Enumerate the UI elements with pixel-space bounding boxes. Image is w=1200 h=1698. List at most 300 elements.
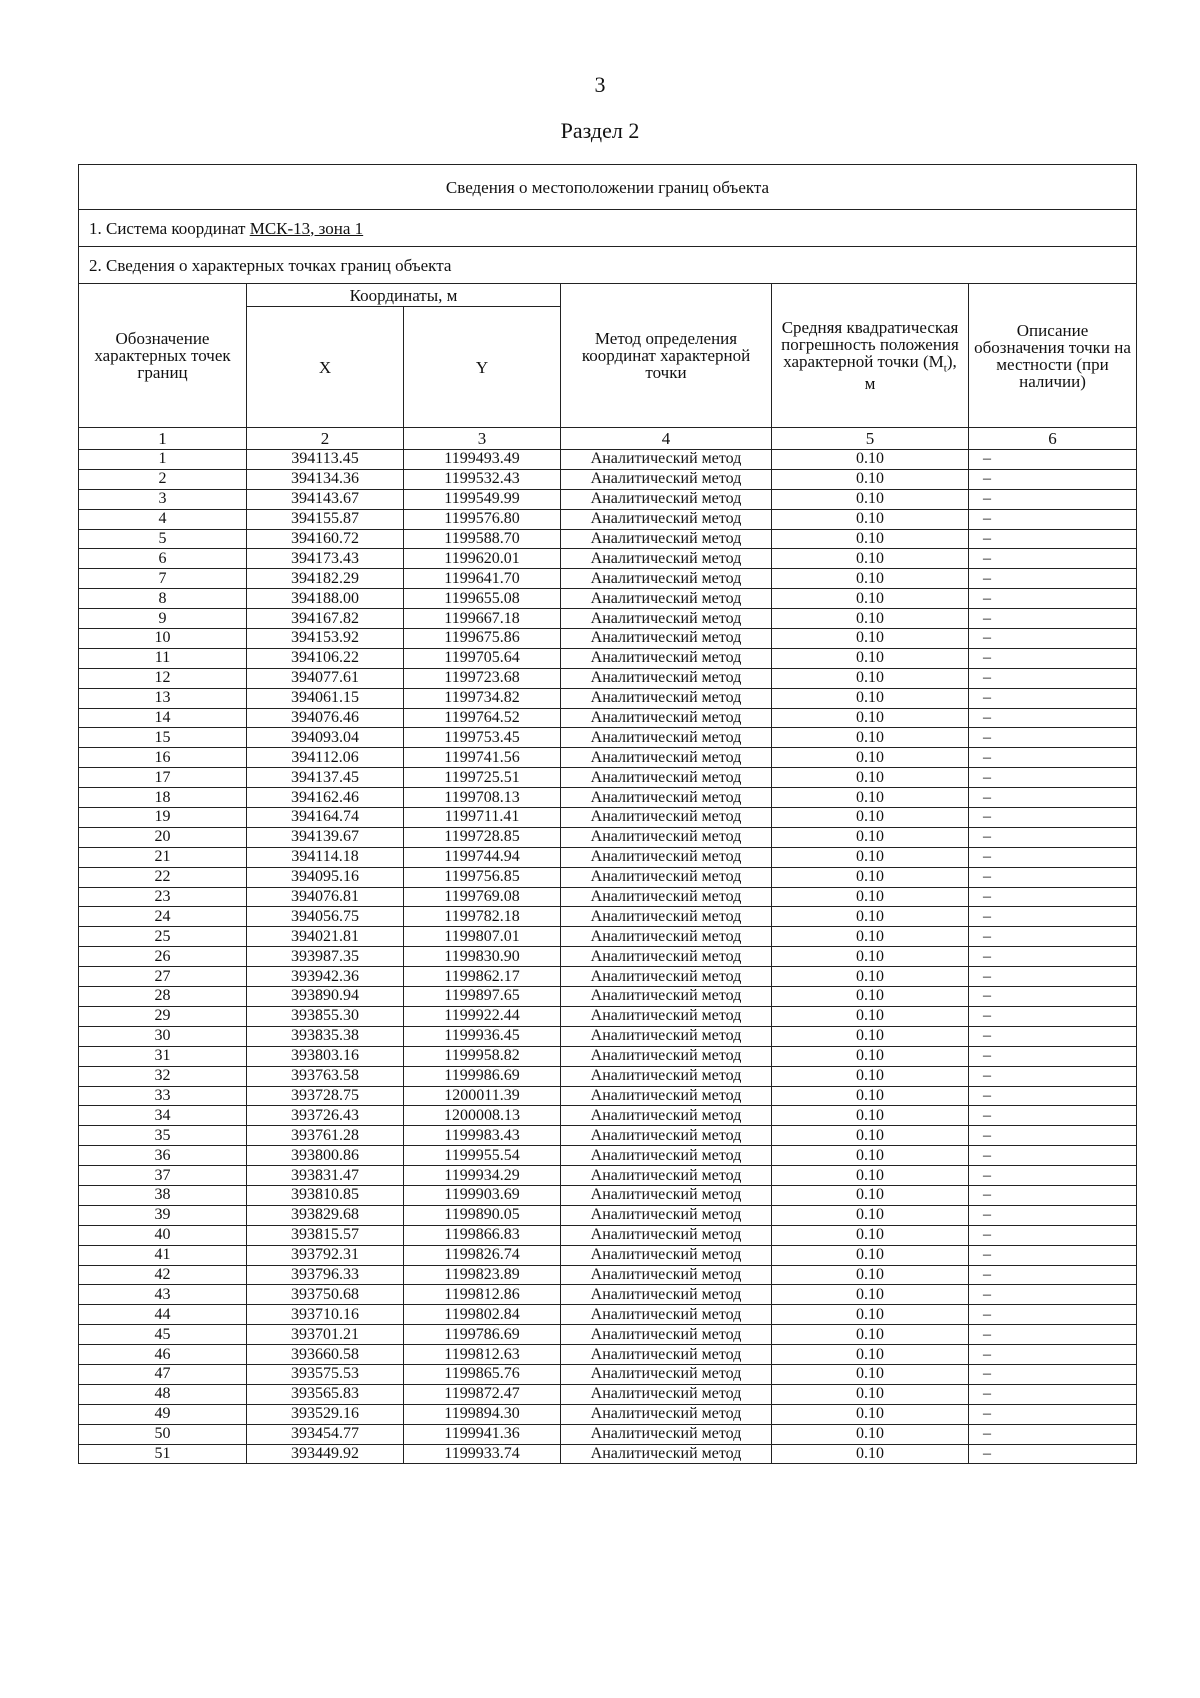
description-cell: – bbox=[969, 768, 1137, 788]
x-cell: 394134.36 bbox=[247, 469, 404, 489]
x-cell: 393855.30 bbox=[247, 1006, 404, 1026]
x-cell: 394077.61 bbox=[247, 668, 404, 688]
y-cell: 1199890.05 bbox=[404, 1205, 561, 1225]
error-cell: 0.10 bbox=[772, 1086, 969, 1106]
method-cell: Аналитический метод bbox=[561, 1126, 772, 1146]
y-cell: 1199655.08 bbox=[404, 589, 561, 609]
table-row bbox=[79, 1404, 1137, 1424]
point-id-cell: 6 bbox=[79, 549, 247, 569]
point-id-cell: 27 bbox=[79, 967, 247, 987]
y-cell: 1199903.69 bbox=[404, 1185, 561, 1205]
section-title: Раздел 2 bbox=[560, 118, 640, 143]
x-cell: 393763.58 bbox=[247, 1066, 404, 1086]
error-cell: 0.10 bbox=[772, 907, 969, 927]
table-row bbox=[79, 589, 1137, 609]
method-cell: Аналитический метод bbox=[561, 569, 772, 589]
description-cell: – bbox=[969, 1006, 1137, 1026]
y-cell: 1200011.39 bbox=[404, 1086, 561, 1106]
x-cell: 393803.16 bbox=[247, 1046, 404, 1066]
description-cell: – bbox=[969, 967, 1137, 987]
table-row bbox=[79, 788, 1137, 808]
table-row bbox=[79, 827, 1137, 847]
point-id-cell: 21 bbox=[79, 847, 247, 867]
y-cell: 1199753.45 bbox=[404, 728, 561, 748]
y-cell: 1200008.13 bbox=[404, 1106, 561, 1126]
error-cell: 0.10 bbox=[772, 927, 969, 947]
description-cell: – bbox=[969, 1404, 1137, 1424]
point-id-cell: 35 bbox=[79, 1126, 247, 1146]
x-cell: 393529.16 bbox=[247, 1404, 404, 1424]
error-cell: 0.10 bbox=[772, 529, 969, 549]
description-cell: – bbox=[969, 569, 1137, 589]
description-cell: – bbox=[969, 1384, 1137, 1404]
description-cell: – bbox=[969, 629, 1137, 649]
x-cell: 393728.75 bbox=[247, 1086, 404, 1106]
table-row bbox=[79, 489, 1137, 509]
error-cell: 0.10 bbox=[772, 1424, 969, 1444]
error-cell: 0.10 bbox=[772, 589, 969, 609]
error-cell: 0.10 bbox=[772, 489, 969, 509]
y-cell: 1199588.70 bbox=[404, 529, 561, 549]
x-cell: 394093.04 bbox=[247, 728, 404, 748]
description-cell: – bbox=[969, 450, 1137, 470]
x-cell: 394061.15 bbox=[247, 688, 404, 708]
method-cell: Аналитический метод bbox=[561, 529, 772, 549]
x-cell: 393792.31 bbox=[247, 1245, 404, 1265]
y-cell: 1199667.18 bbox=[404, 609, 561, 629]
column-number: 5 bbox=[772, 428, 969, 450]
x-cell: 393449.92 bbox=[247, 1444, 404, 1464]
y-cell: 1199986.69 bbox=[404, 1066, 561, 1086]
y-cell: 1199807.01 bbox=[404, 927, 561, 947]
table-row bbox=[79, 1384, 1137, 1404]
table-row bbox=[79, 1424, 1137, 1444]
method-cell: Аналитический метод bbox=[561, 489, 772, 509]
column-number: 3 bbox=[404, 428, 561, 450]
method-cell: Аналитический метод bbox=[561, 1006, 772, 1026]
method-cell: Аналитический метод bbox=[561, 847, 772, 867]
table-row bbox=[79, 1026, 1137, 1046]
point-id-cell: 36 bbox=[79, 1146, 247, 1166]
method-cell: Аналитический метод bbox=[561, 648, 772, 668]
x-cell: 393796.33 bbox=[247, 1265, 404, 1285]
table-row bbox=[79, 1086, 1137, 1106]
x-cell: 394182.29 bbox=[247, 569, 404, 589]
header-error bbox=[772, 284, 969, 428]
points-heading: 2. Сведения о характерных точках границ объекта bbox=[79, 247, 1137, 284]
point-id-cell: 10 bbox=[79, 629, 247, 649]
method-cell: Аналитический метод bbox=[561, 1166, 772, 1186]
table-row bbox=[79, 907, 1137, 927]
error-cell: 0.10 bbox=[772, 808, 969, 828]
description-cell: – bbox=[969, 668, 1137, 688]
table-row bbox=[79, 688, 1137, 708]
table-row bbox=[79, 867, 1137, 887]
coordinate-system-value: МСК-13, зона 1 bbox=[249, 218, 364, 238]
point-id-cell: 1 bbox=[79, 450, 247, 470]
table-row bbox=[79, 808, 1137, 828]
method-cell: Аналитический метод bbox=[561, 1325, 772, 1345]
x-cell: 393815.57 bbox=[247, 1225, 404, 1245]
x-cell: 393942.36 bbox=[247, 967, 404, 987]
point-id-cell: 39 bbox=[79, 1205, 247, 1225]
table-row bbox=[79, 569, 1137, 589]
error-cell: 0.10 bbox=[772, 668, 969, 688]
y-cell: 1199705.64 bbox=[404, 648, 561, 668]
error-cell: 0.10 bbox=[772, 768, 969, 788]
y-cell: 1199802.84 bbox=[404, 1305, 561, 1325]
table-row bbox=[79, 1106, 1137, 1126]
description-cell: – bbox=[969, 867, 1137, 887]
y-cell: 1199983.43 bbox=[404, 1126, 561, 1146]
x-cell: 393565.83 bbox=[247, 1384, 404, 1404]
coordinate-system-label: 1. Система координат bbox=[89, 218, 250, 238]
error-cell: 0.10 bbox=[772, 1364, 969, 1384]
point-id-cell: 38 bbox=[79, 1185, 247, 1205]
point-id-cell: 34 bbox=[79, 1106, 247, 1126]
x-cell: 393750.68 bbox=[247, 1285, 404, 1305]
table-row bbox=[79, 1146, 1137, 1166]
method-cell: Аналитический метод bbox=[561, 1285, 772, 1305]
y-cell: 1199922.44 bbox=[404, 1006, 561, 1026]
y-cell: 1199936.45 bbox=[404, 1026, 561, 1046]
error-cell: 0.10 bbox=[772, 1126, 969, 1146]
point-id-cell: 15 bbox=[79, 728, 247, 748]
method-cell: Аналитический метод bbox=[561, 1106, 772, 1126]
error-cell: 0.10 bbox=[772, 987, 969, 1007]
method-cell: Аналитический метод bbox=[561, 1245, 772, 1265]
error-cell: 0.10 bbox=[772, 549, 969, 569]
point-id-cell: 4 bbox=[79, 509, 247, 529]
y-cell: 1199933.74 bbox=[404, 1444, 561, 1464]
y-cell: 1199764.52 bbox=[404, 708, 561, 728]
description-cell: – bbox=[969, 1225, 1137, 1245]
method-cell: Аналитический метод bbox=[561, 450, 772, 470]
description-cell: – bbox=[969, 1046, 1137, 1066]
x-cell: 393829.68 bbox=[247, 1205, 404, 1225]
method-cell: Аналитический метод bbox=[561, 1444, 772, 1464]
boundary-points-table bbox=[78, 164, 1137, 1464]
x-cell: 394164.74 bbox=[247, 808, 404, 828]
x-cell: 394106.22 bbox=[247, 648, 404, 668]
y-cell: 1199941.36 bbox=[404, 1424, 561, 1444]
x-cell: 394137.45 bbox=[247, 768, 404, 788]
y-cell: 1199955.54 bbox=[404, 1146, 561, 1166]
method-cell: Аналитический метод bbox=[561, 808, 772, 828]
point-id-cell: 14 bbox=[79, 708, 247, 728]
table-row bbox=[79, 1285, 1137, 1305]
description-cell: – bbox=[969, 549, 1137, 569]
description-cell: – bbox=[969, 1205, 1137, 1225]
y-cell: 1199725.51 bbox=[404, 768, 561, 788]
header-point: Обозначение характерных точек границ bbox=[79, 284, 247, 428]
x-cell: 393454.77 bbox=[247, 1424, 404, 1444]
point-id-cell: 37 bbox=[79, 1166, 247, 1186]
error-cell: 0.10 bbox=[772, 1245, 969, 1265]
description-cell: – bbox=[969, 708, 1137, 728]
method-cell: Аналитический метод bbox=[561, 1185, 772, 1205]
x-cell: 394112.06 bbox=[247, 748, 404, 768]
description-cell: – bbox=[969, 947, 1137, 967]
point-id-cell: 20 bbox=[79, 827, 247, 847]
x-cell: 394162.46 bbox=[247, 788, 404, 808]
description-cell: – bbox=[969, 1066, 1137, 1086]
y-cell: 1199769.08 bbox=[404, 887, 561, 907]
x-cell: 393831.47 bbox=[247, 1166, 404, 1186]
header-error-sub: t bbox=[943, 362, 947, 375]
y-cell: 1199894.30 bbox=[404, 1404, 561, 1424]
method-cell: Аналитический метод bbox=[561, 1345, 772, 1365]
y-cell: 1199812.63 bbox=[404, 1345, 561, 1365]
y-cell: 1199641.70 bbox=[404, 569, 561, 589]
point-id-cell: 48 bbox=[79, 1384, 247, 1404]
description-cell: – bbox=[969, 1166, 1137, 1186]
y-cell: 1199675.86 bbox=[404, 629, 561, 649]
point-id-cell: 19 bbox=[79, 808, 247, 828]
description-cell: – bbox=[969, 827, 1137, 847]
point-id-cell: 17 bbox=[79, 768, 247, 788]
method-cell: Аналитический метод bbox=[561, 1046, 772, 1066]
column-number: 6 bbox=[969, 428, 1137, 450]
method-cell: Аналитический метод bbox=[561, 668, 772, 688]
error-cell: 0.10 bbox=[772, 1006, 969, 1026]
description-cell: – bbox=[969, 1026, 1137, 1046]
column-number: 1 bbox=[79, 428, 247, 450]
method-cell: Аналитический метод bbox=[561, 728, 772, 748]
point-id-cell: 22 bbox=[79, 867, 247, 887]
description-cell: – bbox=[969, 1086, 1137, 1106]
x-cell: 394143.67 bbox=[247, 489, 404, 509]
table-row bbox=[79, 450, 1137, 470]
y-cell: 1199620.01 bbox=[404, 549, 561, 569]
point-id-cell: 13 bbox=[79, 688, 247, 708]
method-cell: Аналитический метод bbox=[561, 1066, 772, 1086]
point-id-cell: 32 bbox=[79, 1066, 247, 1086]
description-cell: – bbox=[969, 728, 1137, 748]
method-cell: Аналитический метод bbox=[561, 1026, 772, 1046]
table-row bbox=[79, 967, 1137, 987]
y-cell: 1199862.17 bbox=[404, 967, 561, 987]
error-cell: 0.10 bbox=[772, 1444, 969, 1464]
x-cell: 394114.18 bbox=[247, 847, 404, 867]
x-cell: 394188.00 bbox=[247, 589, 404, 609]
method-cell: Аналитический метод bbox=[561, 1305, 772, 1325]
table-row bbox=[79, 529, 1137, 549]
method-cell: Аналитический метод bbox=[561, 629, 772, 649]
description-cell: – bbox=[969, 609, 1137, 629]
table-row bbox=[79, 887, 1137, 907]
error-cell: 0.10 bbox=[772, 1265, 969, 1285]
error-cell: 0.10 bbox=[772, 1305, 969, 1325]
point-id-cell: 2 bbox=[79, 469, 247, 489]
method-cell: Аналитический метод bbox=[561, 887, 772, 907]
y-cell: 1199576.80 bbox=[404, 509, 561, 529]
point-id-cell: 50 bbox=[79, 1424, 247, 1444]
description-cell: – bbox=[969, 847, 1137, 867]
error-cell: 0.10 bbox=[772, 887, 969, 907]
table-row bbox=[79, 1345, 1137, 1365]
x-cell: 393726.43 bbox=[247, 1106, 404, 1126]
description-cell: – bbox=[969, 987, 1137, 1007]
description-cell: – bbox=[969, 1265, 1137, 1285]
error-cell: 0.10 bbox=[772, 708, 969, 728]
y-cell: 1199734.82 bbox=[404, 688, 561, 708]
point-id-cell: 26 bbox=[79, 947, 247, 967]
error-cell: 0.10 bbox=[772, 1166, 969, 1186]
error-cell: 0.10 bbox=[772, 509, 969, 529]
error-cell: 0.10 bbox=[772, 1046, 969, 1066]
x-cell: 393835.38 bbox=[247, 1026, 404, 1046]
point-id-cell: 47 bbox=[79, 1364, 247, 1384]
table-banner: Сведения о местоположении границ объекта bbox=[79, 165, 1137, 210]
method-cell: Аналитический метод bbox=[561, 1404, 772, 1424]
y-cell: 1199958.82 bbox=[404, 1046, 561, 1066]
x-cell: 393987.35 bbox=[247, 947, 404, 967]
description-cell: – bbox=[969, 489, 1137, 509]
column-number: 2 bbox=[247, 428, 404, 450]
description-cell: – bbox=[969, 469, 1137, 489]
method-cell: Аналитический метод bbox=[561, 1205, 772, 1225]
table-row bbox=[79, 549, 1137, 569]
description-cell: – bbox=[969, 1146, 1137, 1166]
method-cell: Аналитический метод bbox=[561, 589, 772, 609]
error-cell: 0.10 bbox=[772, 1225, 969, 1245]
table-row bbox=[79, 728, 1137, 748]
description-cell: – bbox=[969, 907, 1137, 927]
method-cell: Аналитический метод bbox=[561, 967, 772, 987]
error-cell: 0.10 bbox=[772, 629, 969, 649]
error-cell: 0.10 bbox=[772, 827, 969, 847]
table-row bbox=[79, 1325, 1137, 1345]
point-id-cell: 40 bbox=[79, 1225, 247, 1245]
page-number: 3 bbox=[594, 72, 606, 97]
y-cell: 1199711.41 bbox=[404, 808, 561, 828]
point-id-cell: 3 bbox=[79, 489, 247, 509]
x-cell: 394056.75 bbox=[247, 907, 404, 927]
error-cell: 0.10 bbox=[772, 1146, 969, 1166]
point-id-cell: 46 bbox=[79, 1345, 247, 1365]
error-cell: 0.10 bbox=[772, 748, 969, 768]
table-row bbox=[79, 1205, 1137, 1225]
method-cell: Аналитический метод bbox=[561, 987, 772, 1007]
description-cell: – bbox=[969, 1285, 1137, 1305]
point-id-cell: 9 bbox=[79, 609, 247, 629]
table-row bbox=[79, 1265, 1137, 1285]
point-id-cell: 12 bbox=[79, 668, 247, 688]
table-row bbox=[79, 1364, 1137, 1384]
table-row bbox=[79, 1066, 1137, 1086]
error-cell: 0.10 bbox=[772, 1185, 969, 1205]
description-cell: – bbox=[969, 927, 1137, 947]
error-cell: 0.10 bbox=[772, 1066, 969, 1086]
method-cell: Аналитический метод bbox=[561, 1384, 772, 1404]
method-cell: Аналитический метод bbox=[561, 509, 772, 529]
error-cell: 0.10 bbox=[772, 967, 969, 987]
description-cell: – bbox=[969, 1305, 1137, 1325]
method-cell: Аналитический метод bbox=[561, 609, 772, 629]
description-cell: – bbox=[969, 1106, 1137, 1126]
table-row bbox=[79, 768, 1137, 788]
description-cell: – bbox=[969, 648, 1137, 668]
point-id-cell: 44 bbox=[79, 1305, 247, 1325]
point-id-cell: 25 bbox=[79, 927, 247, 947]
point-id-cell: 7 bbox=[79, 569, 247, 589]
point-id-cell: 33 bbox=[79, 1086, 247, 1106]
error-cell: 0.10 bbox=[772, 1205, 969, 1225]
description-cell: – bbox=[969, 1424, 1137, 1444]
x-cell: 394173.43 bbox=[247, 549, 404, 569]
x-cell: 393800.86 bbox=[247, 1146, 404, 1166]
table-row bbox=[79, 509, 1137, 529]
y-cell: 1199723.68 bbox=[404, 668, 561, 688]
x-cell: 393710.16 bbox=[247, 1305, 404, 1325]
y-cell: 1199826.74 bbox=[404, 1245, 561, 1265]
point-id-cell: 41 bbox=[79, 1245, 247, 1265]
error-cell: 0.10 bbox=[772, 847, 969, 867]
error-cell: 0.10 bbox=[772, 1345, 969, 1365]
error-cell: 0.10 bbox=[772, 609, 969, 629]
x-cell: 394153.92 bbox=[247, 629, 404, 649]
method-cell: Аналитический метод bbox=[561, 1265, 772, 1285]
table-row bbox=[79, 1006, 1137, 1026]
header-coords: Координаты, м bbox=[247, 284, 561, 307]
point-id-cell: 49 bbox=[79, 1404, 247, 1424]
header-description: Описание обозначения точки на местности (при наличии) bbox=[969, 284, 1137, 428]
error-cell: 0.10 bbox=[772, 469, 969, 489]
y-cell: 1199493.49 bbox=[404, 450, 561, 470]
point-id-cell: 43 bbox=[79, 1285, 247, 1305]
error-cell: 0.10 bbox=[772, 947, 969, 967]
table-row bbox=[79, 629, 1137, 649]
point-id-cell: 16 bbox=[79, 748, 247, 768]
description-cell: – bbox=[969, 529, 1137, 549]
method-cell: Аналитический метод bbox=[561, 688, 772, 708]
point-id-cell: 5 bbox=[79, 529, 247, 549]
description-cell: – bbox=[969, 1444, 1137, 1464]
table-row bbox=[79, 748, 1137, 768]
y-cell: 1199897.65 bbox=[404, 987, 561, 1007]
coordinate-system bbox=[79, 210, 1137, 247]
y-cell: 1199934.29 bbox=[404, 1166, 561, 1186]
table-body bbox=[79, 450, 1137, 1464]
x-cell: 393701.21 bbox=[247, 1325, 404, 1345]
error-cell: 0.10 bbox=[772, 1384, 969, 1404]
point-id-cell: 18 bbox=[79, 788, 247, 808]
point-id-cell: 30 bbox=[79, 1026, 247, 1046]
method-cell: Аналитический метод bbox=[561, 907, 772, 927]
y-cell: 1199866.83 bbox=[404, 1225, 561, 1245]
y-cell: 1199741.56 bbox=[404, 748, 561, 768]
point-id-cell: 11 bbox=[79, 648, 247, 668]
error-cell: 0.10 bbox=[772, 688, 969, 708]
x-cell: 394139.67 bbox=[247, 827, 404, 847]
description-cell: – bbox=[969, 1245, 1137, 1265]
x-cell: 394076.46 bbox=[247, 708, 404, 728]
point-id-cell: 29 bbox=[79, 1006, 247, 1026]
method-cell: Аналитический метод bbox=[561, 469, 772, 489]
x-cell: 394167.82 bbox=[247, 609, 404, 629]
table-row bbox=[79, 1166, 1137, 1186]
method-cell: Аналитический метод bbox=[561, 788, 772, 808]
header-error-main: Средняя квадратическая погрешность положения характерной точки (M bbox=[781, 318, 959, 372]
method-cell: Аналитический метод bbox=[561, 1086, 772, 1106]
x-cell: 393890.94 bbox=[247, 987, 404, 1007]
table-row bbox=[79, 1046, 1137, 1066]
point-id-cell: 42 bbox=[79, 1265, 247, 1285]
x-cell: 394021.81 bbox=[247, 927, 404, 947]
description-cell: – bbox=[969, 748, 1137, 768]
description-cell: – bbox=[969, 1325, 1137, 1345]
